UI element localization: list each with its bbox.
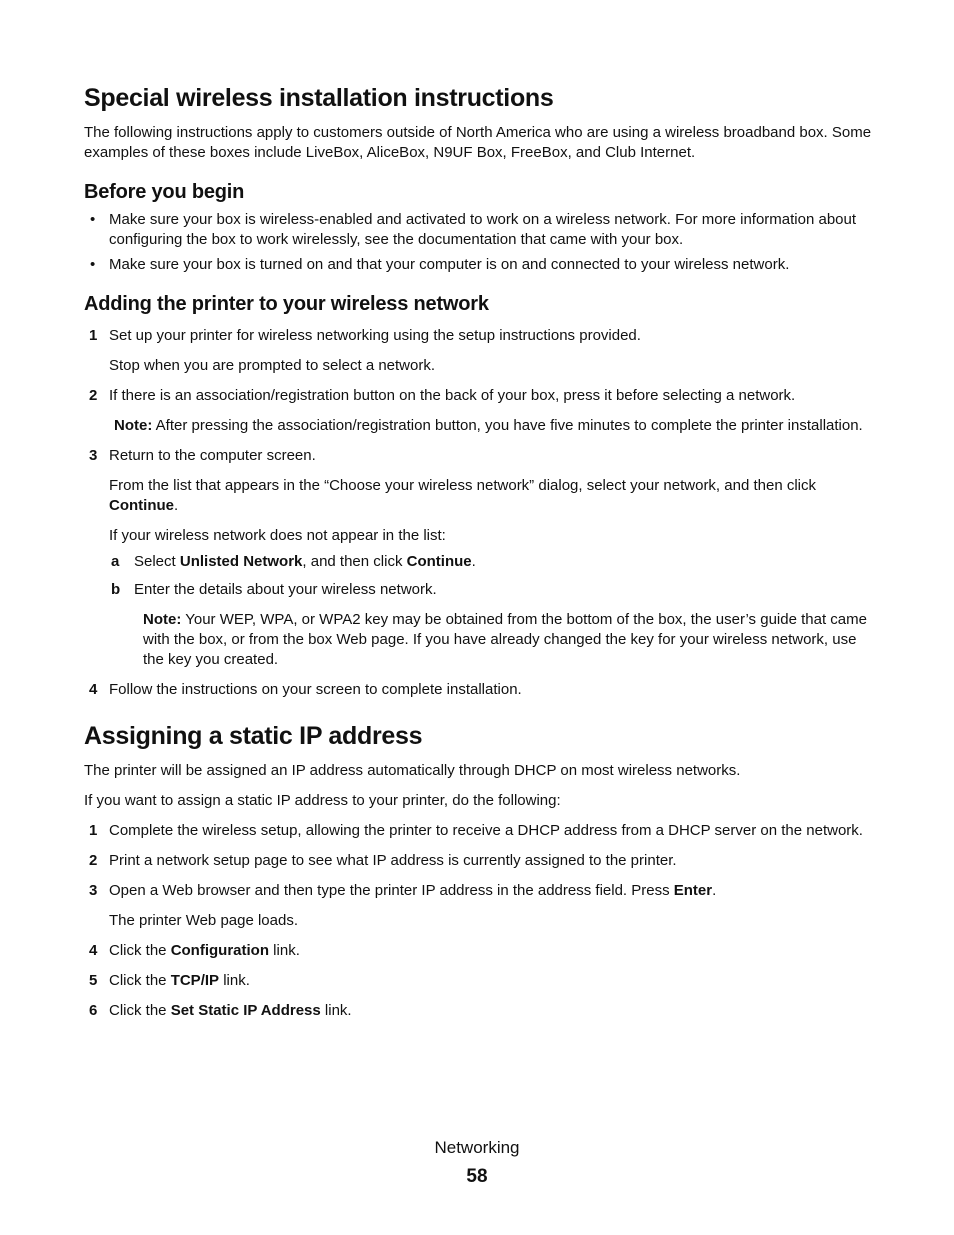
step-number: 4	[89, 681, 98, 698]
static-ip-paragraph-1: The printer will be assigned an IP address automatically through DHCP on most wireless networks.	[84, 762, 741, 779]
step-number: 1	[89, 327, 98, 344]
section-title-static-ip: Assigning a static IP address	[84, 722, 423, 750]
static-step-6: 6 Click the Set Static IP Address link.	[89, 1002, 352, 1019]
step-2	[84, 386, 874, 406]
step-number: 6	[89, 1002, 98, 1019]
static-ip-paragraph-2: If you want to assign a static IP address to your printer, do the following:	[84, 792, 561, 809]
static-step-2	[84, 851, 874, 871]
substep-b: b Enter the details about your wireless network.	[111, 581, 437, 598]
before-you-begin-list	[84, 210, 874, 275]
bullet-icon: •	[90, 211, 96, 228]
static-step-3: 3 Open a Web browser and then type the printer IP address in the address field. Press Enter.	[89, 882, 717, 899]
static-step-4: 4 Click the Configuration link.	[89, 942, 300, 959]
substep-letter: a	[111, 553, 120, 570]
step-number: 2	[89, 852, 98, 869]
heading-before-you-begin: Before you begin	[84, 181, 245, 203]
step-text: Return to the computer screen.	[109, 447, 316, 464]
step-number: 5	[89, 972, 98, 989]
document-page	[84, 84, 874, 1031]
footer-chapter-label: Networking	[434, 1138, 520, 1157]
static-step-1	[84, 821, 874, 841]
section-title-special-wireless: Special wireless installation instructions	[84, 84, 554, 112]
step-1	[84, 326, 874, 346]
step-number: 3	[89, 882, 98, 899]
note-label: Note:	[114, 417, 153, 434]
substep-b-note: Note: Your WEP, WPA, or WPA2 key may be obtained from the bottom of the box, the user’s guide that came with the box, or from the box Web page. If you have already changed the key for your wireless network, use the key you created.	[143, 611, 867, 668]
substep-letter: b	[111, 581, 121, 598]
step-text: Set up your printer for wireless networking using the setup instructions provided.	[109, 327, 641, 344]
step-3-condition: If your wireless network does not appear in the list:	[109, 527, 446, 544]
bullet-item: • Make sure your box is wireless-enabled and activated to work on a wireless network. For more information about configuring the box to work wirelessly, see the documentation that came with your box.	[90, 211, 857, 248]
intro-paragraph: The following instructions apply to customers outside of North America who are using a wireless broadband box. Some examples of these boxes include LiveBox, AliceBox, N9UF Box, FreeBox, and Club Internet.	[84, 124, 872, 161]
step-text: Follow the instructions on your screen to complete installation.	[109, 681, 522, 698]
static-step-5: 5 Click the TCP/IP link.	[89, 972, 250, 989]
step-4	[84, 680, 874, 700]
static-step-3-detail: The printer Web page loads.	[109, 912, 299, 929]
section-static-ip	[84, 722, 874, 1021]
step-2-note: Note: After pressing the association/registration button, you have five minutes to complete the printer installation.	[114, 417, 863, 434]
step-1-detail: Stop when you are prompted to select a network.	[109, 357, 436, 374]
step-text: Print a network setup page to see what IP address is currently assigned to the printer.	[109, 852, 677, 869]
step-number: 4	[89, 942, 98, 959]
note-label: Note:	[143, 611, 182, 628]
heading-adding-printer: Adding the printer to your wireless network	[84, 293, 489, 315]
page-number: 58	[466, 1166, 488, 1187]
step-3	[84, 446, 874, 466]
step-number: 2	[89, 387, 98, 404]
bullet-icon: •	[90, 256, 96, 273]
step-text: If there is an association/registration button on the back of your box, press it before selecting a network.	[109, 387, 796, 404]
step-text: Complete the wireless setup, allowing the printer to receive a DHCP address from a DHCP server on the network.	[109, 822, 863, 839]
step-3-detail: From the list that appears in the “Choose your wireless network” dialog, select your network, and then click Continue.	[109, 477, 816, 514]
step-number: 1	[89, 822, 98, 839]
substep-a: a Select Unlisted Network, and then click Continue.	[111, 553, 476, 570]
step-number: 3	[89, 447, 98, 464]
bullet-item: • Make sure your box is turned on and that your computer is on and connected to your wireless network.	[90, 256, 790, 273]
